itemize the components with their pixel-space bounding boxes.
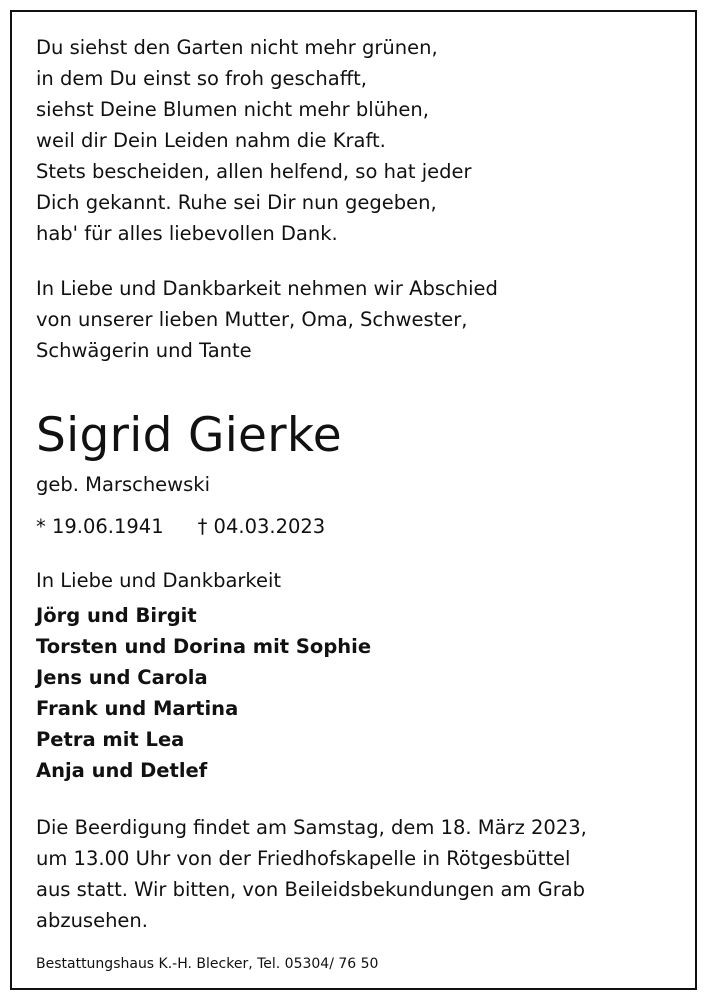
life-dates	[36, 512, 676, 542]
maiden-name: geb. Marschewski	[36, 473, 210, 496]
undertaker-contact: Bestattungshaus K.-H. Blecker, Tel. 05304/ 76 50	[36, 956, 379, 972]
intro-line: Schwägerin und Tante	[36, 339, 252, 362]
verse-line: hab' für alles liebevollen Dank.	[36, 222, 338, 245]
deceased-name: Sigrid Gierke	[36, 408, 342, 463]
verse-line: Du siehst den Garten nicht mehr grünen,	[36, 36, 438, 59]
funeral-line: Die Beerdigung findet am Samstag, dem 18. März 2023,	[36, 816, 587, 839]
mourner-entry: Frank und Martina	[36, 697, 239, 720]
mourner-entry: Petra mit Lea	[36, 728, 185, 751]
mourner-entry: Torsten und Dorina mit Sophie	[36, 635, 372, 658]
birth-date: * 19.06.1941	[36, 515, 164, 538]
funeral-line: aus statt. Wir bitten, von Beileidsbekundungen am Grab	[36, 878, 586, 901]
death-date: † 04.03.2023	[197, 515, 326, 538]
funeral-line: um 13.00 Uhr von der Friedhofskapelle in Rötgesbüttel	[36, 847, 571, 870]
mourner-entry: Jörg und Birgit	[36, 604, 197, 627]
mourner-entry: Jens und Carola	[36, 666, 208, 689]
funeral-line: abzusehen.	[36, 909, 148, 932]
verse-line: Stets bescheiden, allen helfend, so hat jeder	[36, 160, 472, 183]
verse-line: Dich gekannt. Ruhe sei Dir nun gegeben,	[36, 191, 437, 214]
farewell-intro	[36, 273, 676, 366]
obituary-notice	[36, 32, 676, 936]
verse-line: in dem Du einst so froh geschafft,	[36, 67, 367, 90]
verse-poem	[36, 32, 676, 249]
intro-line: von unserer lieben Mutter, Oma, Schwester,	[36, 308, 468, 331]
funeral-details	[36, 812, 676, 936]
mourners-list	[36, 600, 676, 786]
mourner-entry: Anja und Detlef	[36, 759, 208, 782]
intro-line: In Liebe und Dankbarkeit nehmen wir Abschied	[36, 277, 498, 300]
verse-line: weil dir Dein Leiden nahm die Kraft.	[36, 129, 386, 152]
verse-line: siehst Deine Blumen nicht mehr blühen,	[36, 98, 429, 121]
closing-phrase: In Liebe und Dankbarkeit	[36, 569, 282, 592]
